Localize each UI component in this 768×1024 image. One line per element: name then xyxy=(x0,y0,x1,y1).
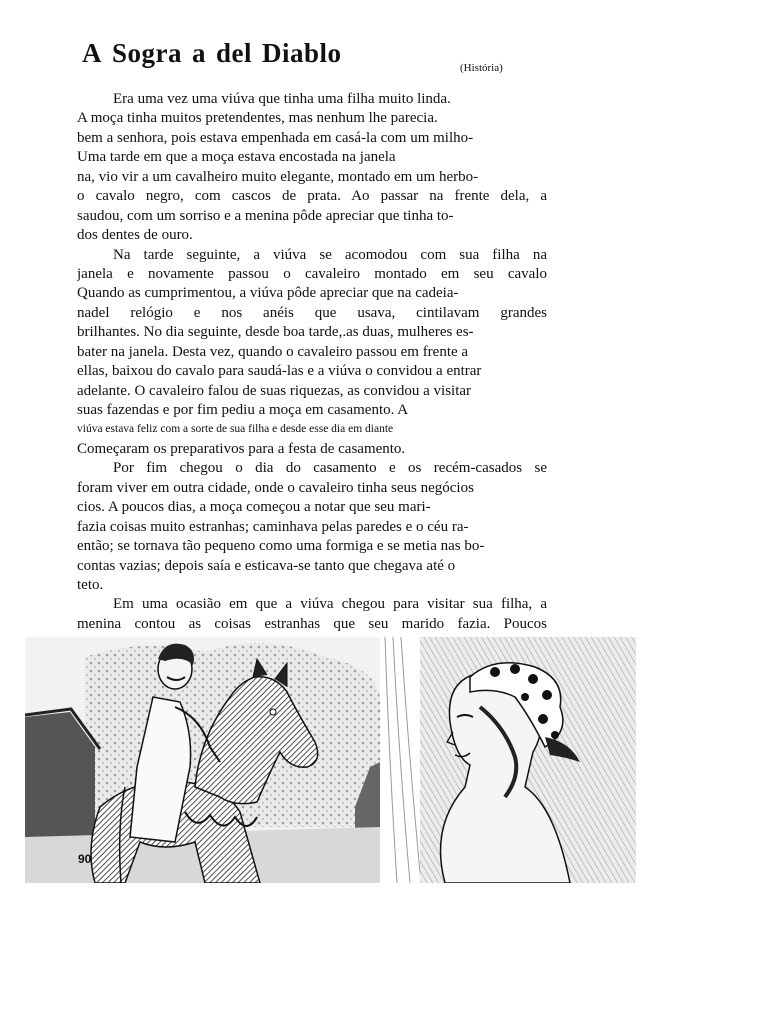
title-word: del xyxy=(216,38,253,68)
page-number: 90 xyxy=(78,852,92,866)
title-word: A xyxy=(82,38,102,68)
text-line: adelante. O cavaleiro falou de suas riquezas, as convidou a visitar xyxy=(77,382,472,399)
genre-label: (História) xyxy=(460,62,503,74)
text-line: saudou, com um sorriso e a menina pôde apreciar que tinha to- xyxy=(77,207,454,224)
story-body xyxy=(77,90,547,634)
text-line: Na tarde seguinte, a viúva se acomodou com sua filha na xyxy=(113,246,547,263)
text-line: suas fazendas e por fim pediu a moça em casamento. A xyxy=(77,402,409,418)
text-line: o cavalo negro, com cascos de prata. Ao passar na frente dela, a xyxy=(77,188,547,205)
text-line: Começaram os preparativos para a festa de casamento. xyxy=(77,440,406,457)
title-word: Diablo xyxy=(262,38,342,68)
text-line: bem a senhora, pois estava empenhada em casá-la com um milho- xyxy=(77,129,474,146)
text-line: fazia coisas muito estranhas; caminhava pelas paredes e o céu ra- xyxy=(77,518,469,535)
title-word: a xyxy=(192,38,206,68)
text-line: Uma tarde em que a moça estava encostada na janela xyxy=(77,149,396,166)
text-line: A moça tinha muitos pretendentes, mas nenhum lhe parecia. xyxy=(77,110,438,127)
text-line: Era uma vez uma viúva que tinha uma filha muito linda. xyxy=(113,91,451,107)
text-line: na, vio vir a um cavalheiro muito elegante, montado em um herbo- xyxy=(77,168,479,185)
text-line: foram viver em outra cidade, onde o cavaleiro tinha seus negócios xyxy=(77,479,474,496)
text-line: então; se tornava tão pequeno como uma formiga e se metia nas bo- xyxy=(77,538,485,555)
story-illustration xyxy=(25,637,636,883)
text-line: Por fim chegou o dia do casamento e os recém-casados se xyxy=(113,460,547,477)
text-line: menina contou as coisas estranhas que seu marido fazia. Poucos xyxy=(77,615,547,632)
text-line: cios. A poucos dias, a moça começou a notar que seu mari- xyxy=(77,499,431,516)
text-line: ellas, baixou do cavalo para saudá-las e a viúva o convidou a entrar xyxy=(77,363,482,380)
illustration-drawing xyxy=(25,637,636,883)
text-line: contas vazias; depois saía e esticava-se tanto que chegava até o xyxy=(77,557,456,574)
text-line: brilhantes. No dia seguinte, desde boa tarde,.as duas, mulheres es- xyxy=(77,324,474,341)
story-title xyxy=(82,38,342,69)
text-line: Em uma ocasião em que a viúva chegou para visitar sua filha, a xyxy=(113,596,547,613)
title-word: Sogra xyxy=(112,38,182,68)
text-line: teto. xyxy=(77,576,104,593)
text-line: viúva estava feliz com a sorte de sua filha e desde esse dia em diante xyxy=(77,423,394,436)
text-line: Quando as cumprimentou, a viúva pôde apreciar que na cadeia- xyxy=(77,285,459,302)
text-line: dos dentes de ouro. xyxy=(77,227,193,244)
text-line: janela e novamente passou o cavaleiro montado em seu cavalo xyxy=(77,265,547,282)
text-line: bater na janela. Desta vez, quando o cavaleiro passou em frente a xyxy=(77,343,469,360)
text-line: nadel relógio e nos anéis que usava, cintilavam grandes xyxy=(77,304,547,321)
